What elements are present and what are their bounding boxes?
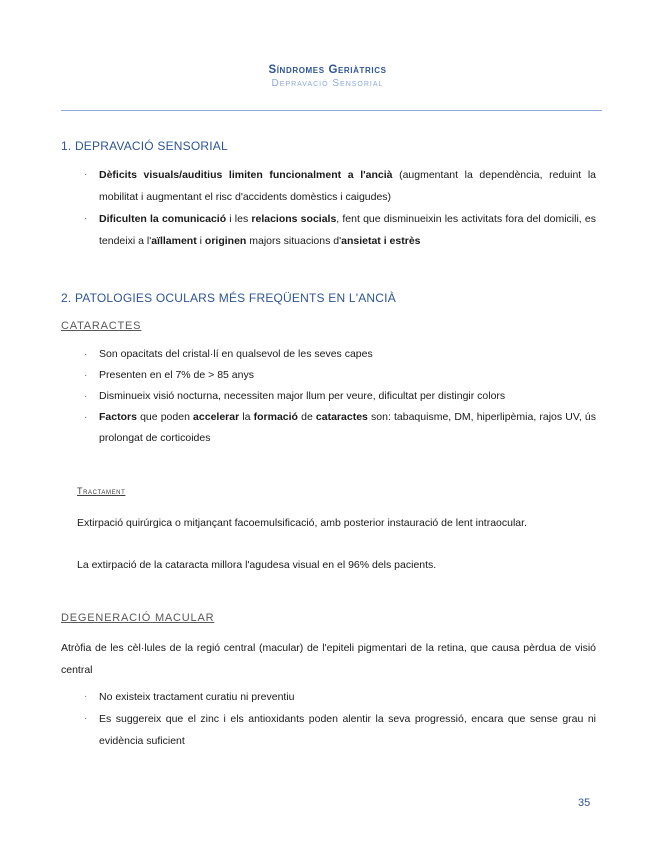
body-text: No existeix tractament curatiu ni preventiu [99,691,295,703]
header-title: Síndromes Geriàtrics [268,64,387,76]
list-item [84,407,596,449]
bold-text: cataractes [315,411,368,423]
cataractes-bullet-list [84,344,596,449]
body-text: (augmentant la dependència, reduint la mobilitat i augmentant el risc d'accidents domèstics i caigudes) [99,169,596,203]
body-text: Presenten en el 7% de > 85 anys [99,369,254,381]
body-text: que poden [136,411,194,423]
body-text: i les [226,213,252,225]
bold-text: aïllament [151,235,197,247]
tractament-paragraph-1: Extirpació quirúrgica o mitjançant facoemulsificació, amb posterior instauració de lent intraocular. [77,517,527,529]
list-item [84,686,596,708]
section-1-heading: 1. DEPRAVACIÓ SENSORIAL [61,139,228,153]
list-item [84,386,596,407]
degeneracio-intro: Atròfia de les cèl·lules de la regió central (macular) de l'epiteli pigmentari de la retina, que causa pèrdua de visió central [61,642,596,676]
page-header [0,64,655,89]
bullet-dot: · [84,213,88,224]
cataractes-heading: CATARACTES [61,320,142,332]
header-divider [61,110,602,111]
bold-text: ansietat i estrès [341,235,421,247]
body-text: Disminueix visió nocturna, necessiten major llum per veure, dificultat per distingir colors [99,390,506,402]
bold-text: accelerar [193,411,240,423]
bold-text: relacions socials [251,213,337,225]
bullet-dot: · [84,412,88,423]
bullet-dot: · [84,370,88,381]
degeneracio-macular-heading: DEGENERACIÓ MACULAR [61,612,215,624]
bullet-dot: · [84,349,88,360]
body-text: la [239,411,254,423]
body-text: son: tabaquisme, DM, hiperlipèmia, rajos UV, ús prolongat de corticoides [99,411,597,444]
list-item [84,344,596,365]
section-2-heading: 2. PATOLOGIES OCULARS MÉS FREQÜENTS EN L'ANCIÀ [61,291,396,305]
bullet-dot: · [84,391,88,402]
list-item [84,164,596,208]
bold-text: originen [204,235,247,247]
list-item [84,365,596,386]
degeneracio-bullet-list [84,686,596,752]
bold-text: formació [253,411,298,423]
page-number: 35 [578,797,591,809]
list-item [84,208,596,252]
bold-text: Dèficits visuals/auditius limiten funcionalment a l'ancià [99,169,393,181]
bullet-dot: · [84,713,88,724]
body-text: Es suggereix que el zinc i els antioxidants poden alentir la seva progressió, encara que sense grau ni evidència suficient [99,713,596,747]
bold-text: Dificulten la comunicació [99,213,227,225]
bullet-dot: · [84,169,88,180]
body-text: Son opacitats del cristal·lí en qualsevol de les seves capes [99,348,373,360]
tractament-heading: Tractament [77,486,126,496]
body-text: majors situacions d' [246,235,342,247]
header-subtitle: Depravació Sensorial [271,78,384,89]
bullet-dot: · [84,691,88,702]
body-text: , fent que disminueixin les activitats fora del domicili, es tendeixi a l' [99,213,596,247]
section-1-bullet-list [84,164,596,252]
tractament-paragraph-2: La extirpació de la cataracta millora l'agudesa visual en el 96% dels pacients. [77,559,437,571]
body-text: de [297,411,316,423]
body-text: i [196,235,205,247]
bold-text: Factors [99,411,137,423]
list-item [84,708,596,752]
